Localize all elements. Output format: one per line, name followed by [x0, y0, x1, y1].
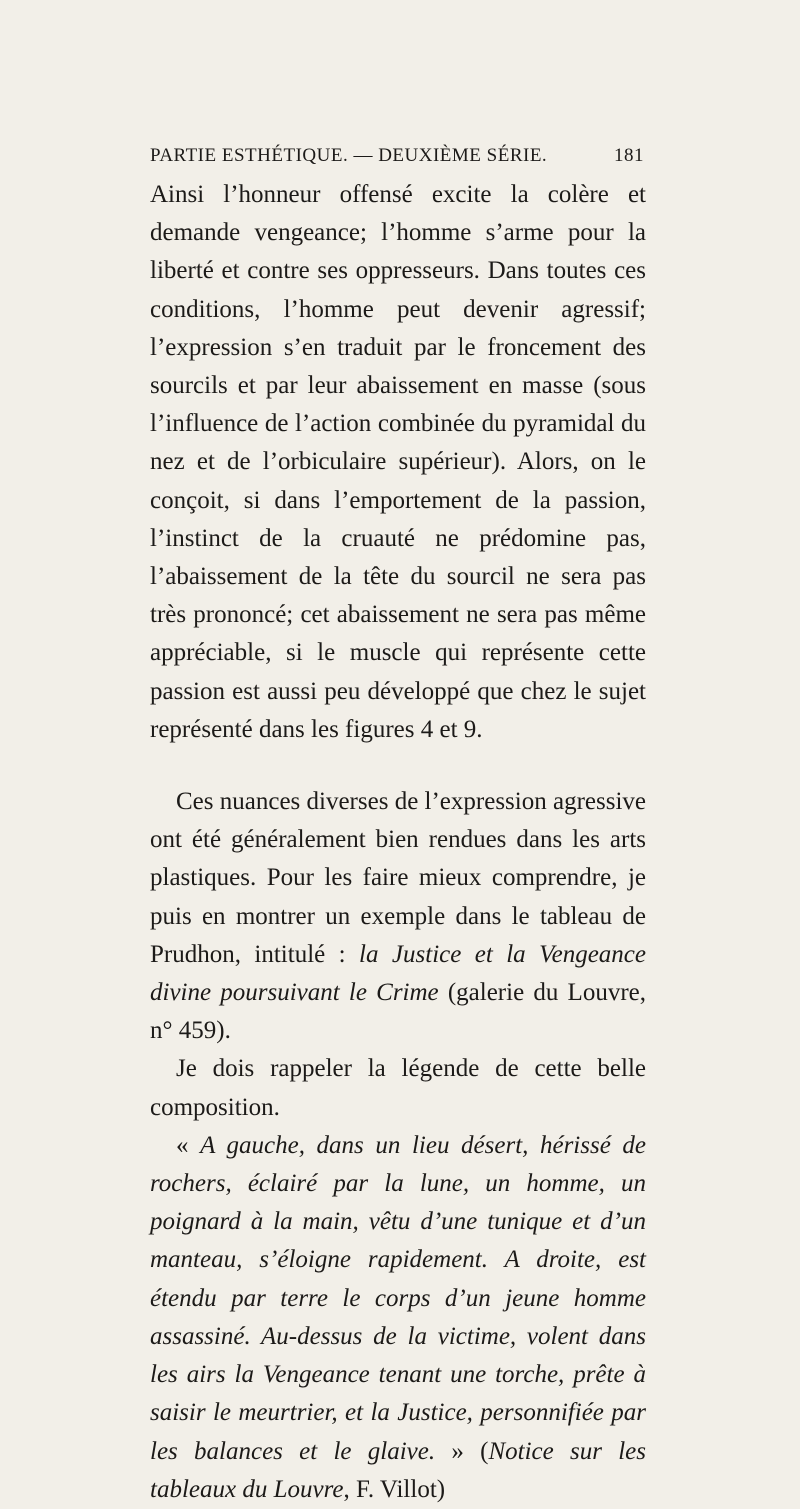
paragraph-2-text-b: (galerie du Louvre, n° 459). — [150, 979, 646, 1045]
paragraph-3: Je dois rappeler la légende de cette belle composition. — [150, 1055, 646, 1121]
source-title: Notice sur les tableaux du Louvre — [150, 1437, 646, 1503]
paragraph-2 — [150, 783, 646, 1050]
quote-open: « — [176, 1131, 201, 1159]
painting-title: la Justice et la Vengeance divine poursuivant le Crime — [150, 940, 646, 1007]
page-number: 181 — [614, 145, 644, 166]
legend-quote: A gauche, dans un lieu désert, hérissé de rochers, éclairé par la lune, un homme, un poignard à la main, vêtu d’une tunique et d’un manteau, s’éloigne rapidement. A droite, est étendu par terre le corps d’un jeune homme assassiné. Au-dessus de la victime, volent dans les airs la Vengeance tenant une torche, prête à saisir le meurtrier, et la Justice, personnifiée par les balances et le glaive. — [150, 1131, 646, 1465]
page-body — [150, 176, 646, 1509]
quote-close: » ( — [435, 1437, 489, 1465]
paragraph-1: Ainsi l’honneur offensé excite la colère et demande vengeance; l’homme s’arme pour la liberté et contre ses oppresseurs. Dans toutes ces conditions, l’homme peut devenir agressif; l’expression s’en traduit par le froncement des sourcils et par leur abaissement en masse (sous l’influence de l’action combinée du pyramidal du nez et de l’orbiculaire supérieur). Alors, on le conçoit, si dans l’emportement de la passion, l’instinct de la cruauté ne prédomine pas, l’abaissement de la tête du sourcil ne sera pas très prononcé; cet abaissement ne sera pas même appréciable, si le muscle qui représente cette passion est aussi peu développé que chez le sujet représenté dans les figures 4 et 9. — [150, 181, 646, 743]
paragraph-2-text-a: Ces nuances diverses de l’expression agressive ont été généralement bien rendues dans les arts plastiques. Pour les faire mieux comprendre, je puis en montrer un exemple dans le tableau de Prudhon, intitulé : — [150, 788, 646, 968]
paragraph-4 — [150, 1127, 646, 1509]
running-title: PARTIE ESTHÉTIQUE. — DEUXIÈME SÉRIE. — [150, 145, 548, 166]
paragraph-gap — [150, 749, 646, 783]
source-author: , F. Villot) — [343, 1475, 446, 1503]
